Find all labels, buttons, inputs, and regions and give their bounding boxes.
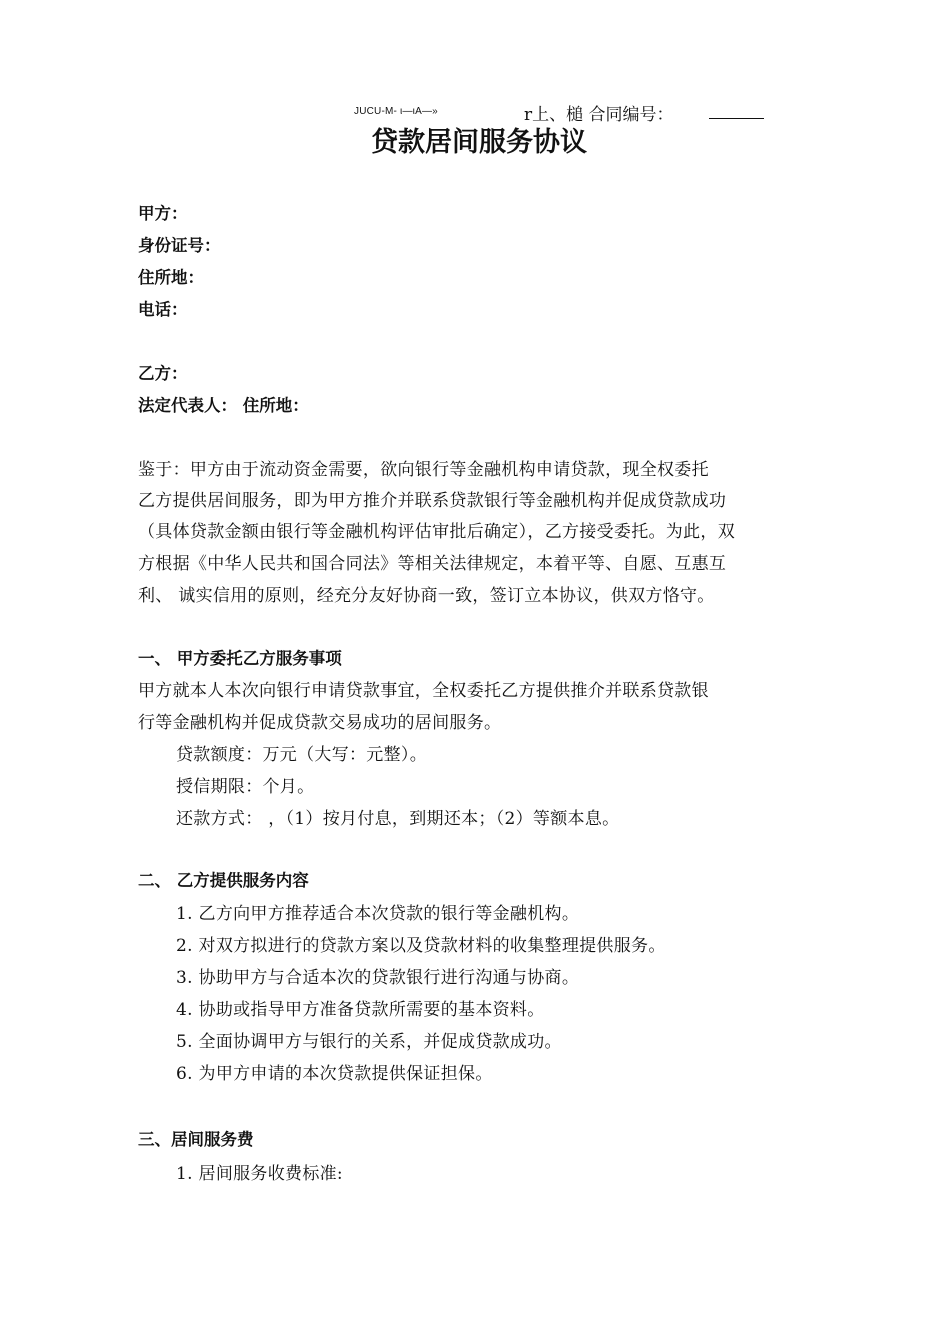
section-1-paragraph-line: 行等金融机构并促成贷款交易成功的居间服务。 (138, 713, 502, 733)
section-1-heading: 一、 甲方委托乙方服务事项 (138, 649, 342, 668)
section-3-heading: 三、居间服务费 (138, 1130, 254, 1149)
preamble-line: （具体贷款金额由银行等金融机构评估审批后确定），乙方接受委托。为此，双 (138, 522, 735, 542)
section-2-heading: 二、 乙方提供服务内容 (138, 871, 309, 890)
header-contract-number-label: r上、槌 合同编号： (524, 105, 674, 125)
preamble-line: 方根据《中华人民共和国合同法》等相关法律规定，本着平等、自愿、互惠互 (138, 554, 727, 574)
party-b-label: 乙方： (138, 364, 188, 383)
section-3-list-item: 1. 居间服务收费标准: (176, 1164, 343, 1184)
party-a-address-label: 住所地： (138, 268, 204, 287)
preamble-line: 鉴于：甲方由于流动资金需要，欲向银行等金融机构申请贷款，现全权委托 (138, 460, 709, 480)
document-title: 贷款居间服务协议 (371, 127, 587, 158)
party-a-label: 甲方： (138, 204, 188, 223)
contract-number-blank-line (709, 118, 764, 119)
preamble-line: 利、 诚实信用的原则，经充分友好协商一致，签订立本协议，供双方恪守。 (138, 586, 715, 606)
section-2-list-item: 6. 为甲方申请的本次贷款提供保证担保。 (176, 1064, 493, 1084)
section-2-list-item: 4. 协助或指导甲方准备贷款所需要的基本资料。 (176, 1000, 545, 1020)
preamble-line: 乙方提供居间服务，即为甲方推介并联系贷款银行等金融机构并促成贷款成功 (138, 491, 727, 511)
repayment-method-line: 还款方式： ，（1）按月付息，到期还本；（2）等额本息。 (176, 809, 620, 829)
section-2-list-item: 3. 协助甲方与合适本次的贷款银行进行沟通与协商。 (176, 968, 580, 988)
section-2-list-item: 2. 对双方拟进行的贷款方案以及贷款材料的收集整理提供服务。 (176, 936, 666, 956)
party-b-representative-label: 法定代表人： 住所地： (138, 396, 309, 415)
loan-amount-line: 贷款额度：万元（大写：元整）。 (176, 745, 427, 765)
section-2-list-item: 5. 全面协调甲方与银行的关系，并促成贷款成功。 (176, 1032, 562, 1052)
credit-term-line: 授信期限：个月。 (176, 777, 315, 797)
party-a-phone-label: 电话： (138, 300, 188, 319)
section-1-paragraph-line: 甲方就本人本次向银行申请贷款事宜，全权委托乙方提供推介并联系贷款银 (138, 681, 709, 701)
party-a-id-label: 身份证号： (138, 236, 221, 255)
section-2-list-item: 1. 乙方向甲方推荐适合本次贷款的银行等金融机构。 (176, 904, 580, 924)
header-code-text: JUCU-M- ι—ιA—» (354, 106, 438, 117)
